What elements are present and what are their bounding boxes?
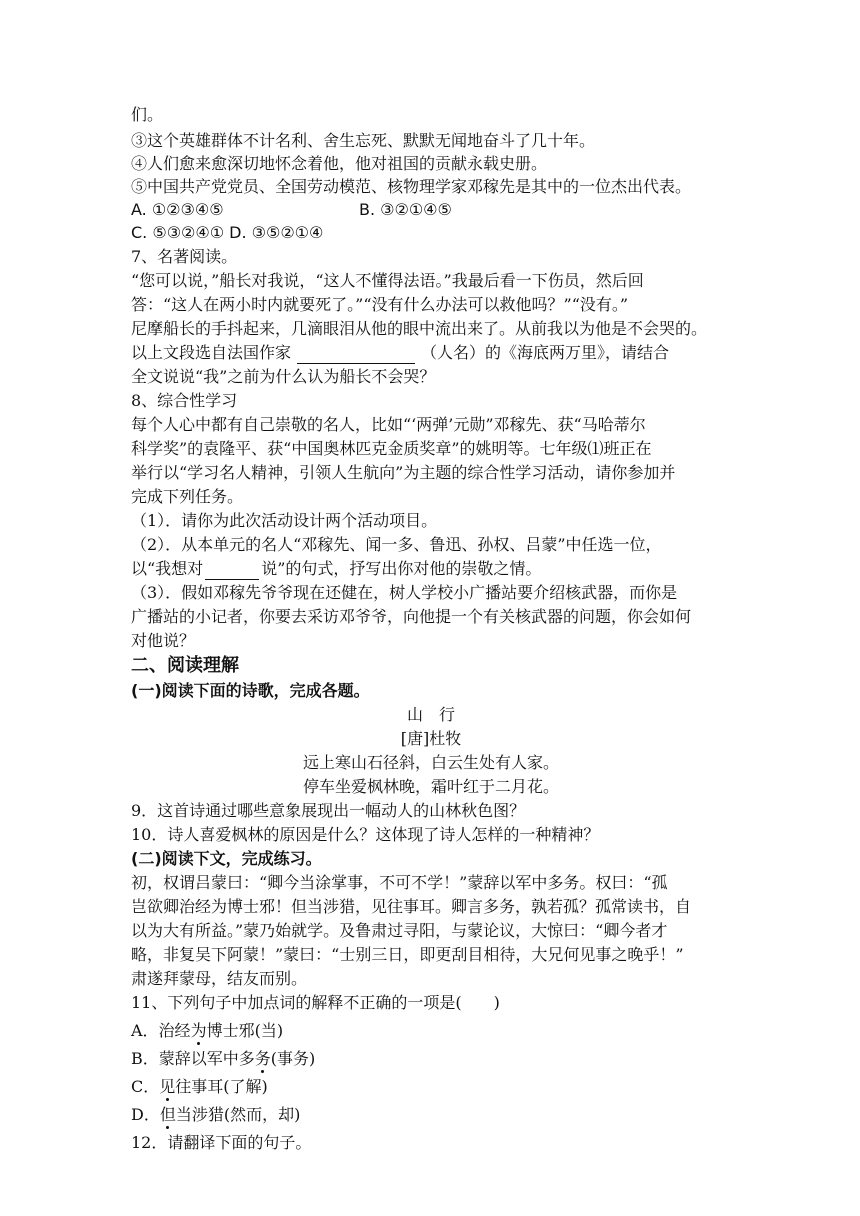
text-line: ⑤中国共产党党员、全国劳动模范、核物理学家邓稼先是其中的一位杰出代表。 (131, 177, 692, 196)
poem-author: [唐]杜牧 (400, 729, 462, 748)
text-line: 完成下列任务。 (131, 487, 244, 506)
option-line-c (131, 1076, 731, 1098)
text-line: 每个人心中都有自己崇敬的名人，比如“‘两弹’元勋”邓稼先、获“马哈蒂尔 (131, 415, 646, 434)
option-b: B. ③②①④⑤ (359, 200, 452, 219)
text-line: 尼摩船长的手抖起来，几滴眼泪从他的眼中流出来了。从前我以为他是不会哭的。 (131, 319, 708, 338)
choice-options-line: C. ⑤③②④① D. ③⑤②①④ (131, 223, 324, 242)
passage-line: 略，非复吴下阿蒙！”蒙曰：“士别三日，即更刮目相待，大兄何见事之晚乎！” (131, 945, 684, 964)
text-segment: 博士邪(当) (206, 1021, 284, 1040)
text-segment: (事务) (270, 1049, 316, 1068)
dotted-char: 见 (159, 1077, 176, 1096)
fill-blank-line (131, 342, 731, 364)
passage-line: 岂欲卿治经为博士邪！但当涉猎，见往事耳。卿言多务，孰若孤？孤常读书，自 (131, 897, 692, 916)
passage-line: 以为大有所益。”蒙乃始就学。及鲁肃过寻阳，与蒙论议，大惊曰：“卿今者才 (131, 921, 668, 940)
text-line: “您可以说，”船长对我说，“这人不懂得法语。”我最后看一下伤员，然后回 (131, 271, 644, 290)
passage-line: 初，权谓吕蒙曰：“卿今当涂掌事，不可不学！”蒙辞以军中多务。权曰：“孤 (131, 873, 668, 892)
question-heading: 8、综合性学习 (131, 391, 238, 410)
fill-blank-line (131, 558, 731, 580)
section-heading: 二、阅读理解 (131, 655, 239, 676)
text-segment: B．蒙辞以军中多 (131, 1049, 255, 1068)
text-segment: 说”的句式，抒写出你对他的崇敬之情。 (261, 559, 542, 578)
text-line: 举行以“学习名人精神，引领人生航向”为主题的综合性学习活动，请你参加并 (131, 463, 676, 482)
choice-options-line (131, 199, 731, 221)
option-a: A. ①②③④⑤ (131, 200, 224, 219)
text-line: ③这个英雄群体不计名利、舍生忘死、默默无闻地奋斗了几十年。 (131, 131, 596, 150)
option-line-b (131, 1048, 731, 1070)
text-segment: 往事耳(了解) (175, 1077, 268, 1096)
subsection-heading: (一)阅读下面的诗歌，完成各题。 (131, 681, 370, 700)
poem-line: 停车坐爱枫林晚，霜叶红于二月花。 (302, 777, 559, 796)
passage-line: 肃遂拜蒙母，结友而别。 (131, 969, 308, 988)
text-segment: 以上文段选自法国作家 (131, 343, 292, 362)
text-segment: C． (131, 1077, 160, 1096)
text-segment: A．治经 (131, 1021, 191, 1040)
text-line: 对他说？ (131, 631, 196, 650)
option-line-d (131, 1104, 731, 1126)
poem-line: 远上寒山石径斜，白云生处有人家。 (302, 753, 559, 772)
blank-author-name[interactable] (297, 347, 415, 364)
subsection-heading: (二)阅读下文，完成练习。 (131, 849, 322, 868)
sub-question: （1）．请你为此次活动设计两个活动项目。 (131, 511, 438, 530)
question: 11、下列句子中加点词的解释不正确的一项是( ) (131, 993, 500, 1012)
dotted-char: 但 (159, 1105, 176, 1124)
question-heading: 7、名著阅读。 (131, 247, 238, 266)
text-segment: （人名）的《海底两万里》，请结合 (421, 343, 670, 362)
text-segment: D． (131, 1105, 160, 1124)
text-segment: 当涉猎(然而，却) (175, 1105, 301, 1124)
text-line: 全文说说“我”之前为什么认为船长不会哭？ (131, 367, 436, 386)
text-line: 广播站的小记者，你要去采访邓爷爷，向他提一个有关核武器的问题，你会如何 (131, 607, 692, 626)
text-line: ④人们愈来愈深切地怀念着他，他对祖国的贡献永载史册。 (131, 154, 548, 173)
dotted-char: 务 (254, 1049, 271, 1068)
sub-question: （3）．假如邓稼先爷爷现在还健在，树人学校小广播站要介绍核武器，而你是 (131, 583, 678, 602)
text-line: 们。 (131, 105, 164, 124)
dotted-char: 为 (190, 1021, 207, 1040)
question: 9．这首诗通过哪些意象展现出一幅动人的山林秋色图？ (131, 801, 526, 820)
sub-question: （2）．从本单元的名人“邓稼先、闻一多、鲁迅、孙权、吕蒙”中任选一位， (131, 535, 662, 554)
poem-title: 山 行 (406, 705, 455, 724)
question: 12．请翻译下面的句子。 (131, 1133, 312, 1152)
question: 10．诗人喜爱枫林的原因是什么？这体现了诗人怎样的一种精神？ (131, 825, 600, 844)
text-segment: 以“我想对 (131, 559, 204, 578)
blank-person[interactable] (205, 563, 259, 580)
option-line-a (131, 1020, 731, 1042)
text-line: 科学奖”的袁隆平、获“中国奥林匹克金质奖章”的姚明等。七年级⑴班正在 (131, 439, 652, 458)
text-line: 答：“这人在两小时内就要死了。”“没有什么办法可以救他吗？”“没有。” (131, 295, 629, 314)
